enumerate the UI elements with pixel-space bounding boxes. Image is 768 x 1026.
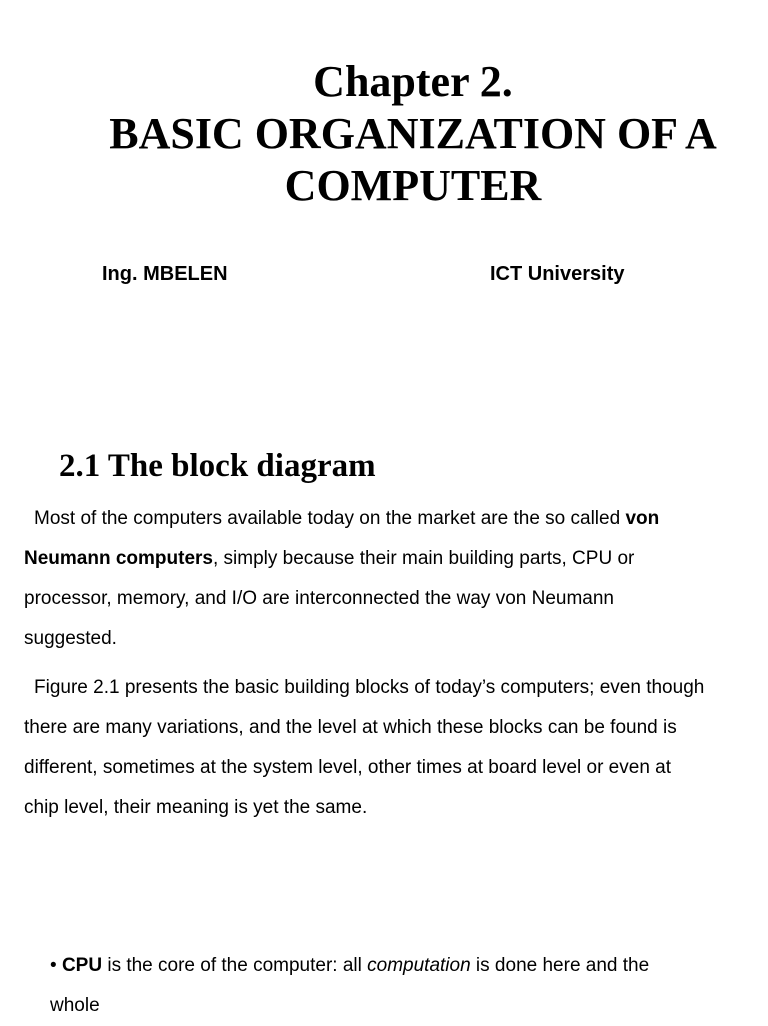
paragraph-line: there are many variations, and the level at which these blocks can be found is: [24, 717, 677, 738]
chapter-title-line-2: BASIC ORGANIZATION OF A: [109, 109, 717, 158]
paragraph-line: [24, 499, 759, 539]
chapter-title: [0, 56, 768, 212]
paragraph-text: Most of the computers available today on the market are the so called: [34, 508, 626, 529]
bullet-text: is done here and the: [470, 955, 650, 976]
paragraph-line: Figure 2.1 presents the basic building blocks of today’s computers; even though: [34, 677, 705, 698]
paragraph-von-neumann: [24, 499, 759, 659]
paragraph-line: [24, 539, 759, 579]
chapter-title-line-1: Chapter 2.: [313, 57, 513, 106]
bullet-line: whole: [50, 995, 100, 1016]
bullet-marker: •: [50, 955, 57, 976]
paragraph-line: different, sometimes at the system level, other times at board level or even at: [24, 757, 672, 778]
bullet-text: is the core of the computer: all: [102, 955, 368, 976]
section-heading: 2.1 The block diagram: [59, 448, 376, 484]
bullet-line: [50, 946, 649, 986]
paragraph-building-blocks: [24, 668, 759, 828]
chapter-title-line-3: COMPUTER: [284, 161, 542, 210]
italic-term: computation: [367, 955, 471, 976]
institution-name: ICT University: [490, 263, 625, 285]
author-name: Ing. MBELEN: [102, 263, 228, 285]
bold-term: Neumann computers: [24, 548, 213, 569]
paragraph-line: chip level, their meaning is yet the same.: [24, 797, 368, 818]
bold-term: von: [625, 508, 660, 529]
paragraph-text: , simply because their main building parts, CPU or: [212, 548, 635, 569]
paragraph-line: processor, memory, and I/O are interconnected the way von Neumann: [24, 588, 615, 609]
bold-term: CPU: [61, 955, 103, 976]
bullet-item-cpu: [50, 946, 649, 1026]
paragraph-line: suggested.: [24, 628, 117, 649]
